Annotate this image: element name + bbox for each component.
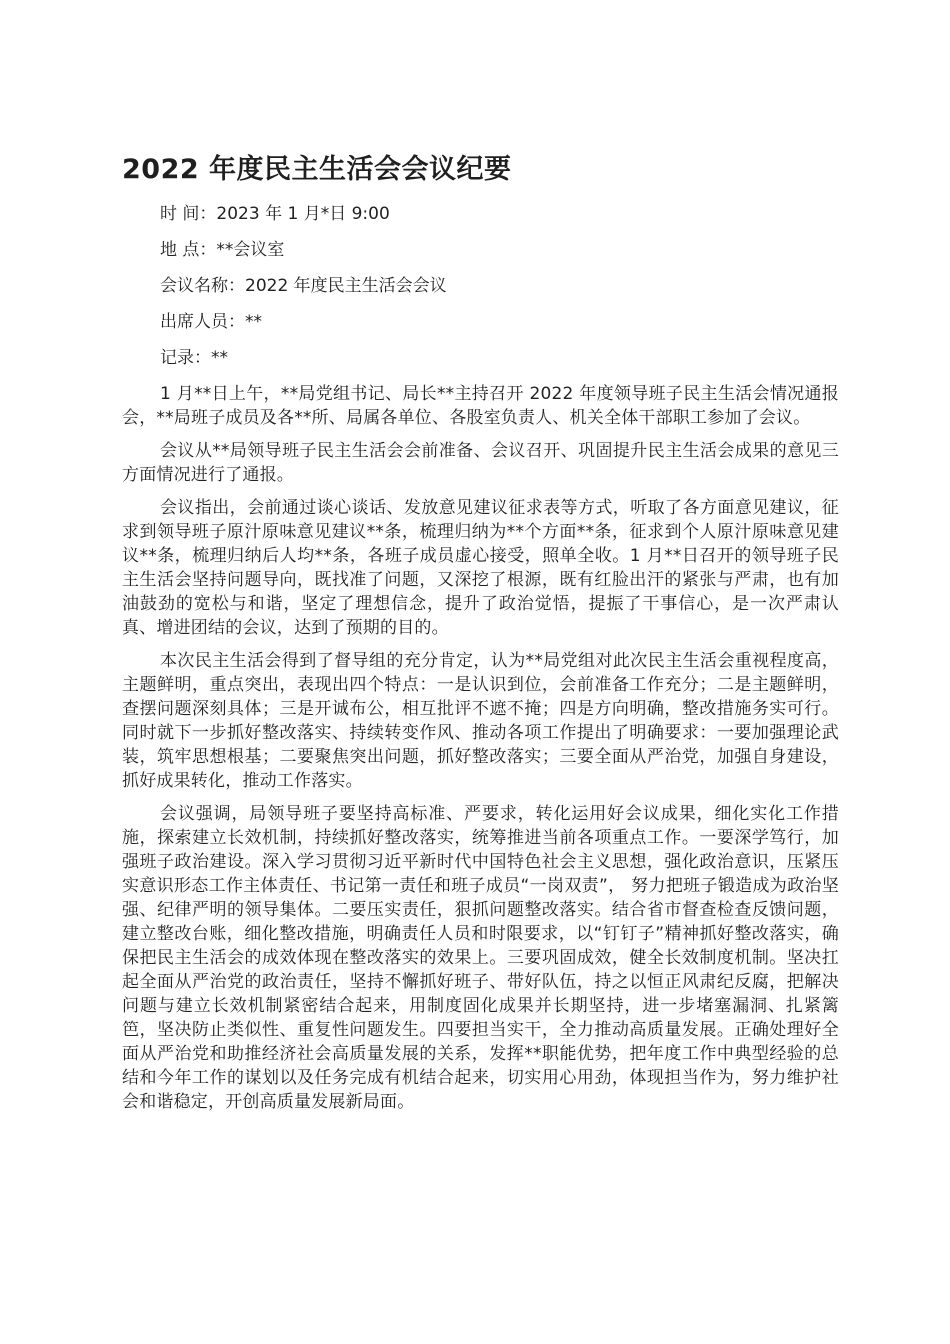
paragraph-report-scope: 会议从**局领导班子民主生活会会前准备、会议召开、巩固提升民主生活会成果的意见三方面情况进行了通报。: [122, 441, 839, 485]
meta-location: 地 点：**会议室: [160, 240, 285, 260]
meta-recorder: 记录：**: [160, 348, 228, 368]
paragraph-evaluation: 本次民主生活会得到了督导组的充分肯定，认为**局党组对此次民主生活会重视程度高，主题鲜明，重点突出，表现出四个特点：一是认识到位，会前准备工作充分；二是主题鲜明，查摆问题深刻具体；三是开诚布公，相互批评不遮不掩；四是方向明确，整改措施务实可行。同时就下一步抓好整改落实、持续转变作风、推动各项工作提出了明确要求：一要加强理论武装，筑牢思想根基；二要聚焦突出问题，抓好整改落实；三要全面从严治党，加强自身建设，抓好成果转化，推动工作落实。: [122, 651, 839, 791]
meta-meeting-name: 会议名称：2022 年度民主生活会会议: [160, 276, 447, 296]
meta-attendees: 出席人员：**: [160, 312, 262, 332]
document-page: [122, 150, 839, 1123]
paragraph-opening: 1 月**日上午，**局党组书记、局长**主持召开 2022 年度领导班子民主生活会情况通报会，**局班子成员及各**所、局属各单位、各股室负责人、机关全体干部职工参加了会议。: [122, 384, 839, 428]
document-title: 2022 年度民主生活会会议纪要: [122, 154, 512, 185]
meta-time: 时 间：2023 年 1 月*日 9:00: [160, 204, 390, 224]
paragraph-requirements: 会议强调，局领导班子要坚持高标准、严要求，转化运用好会议成果，细化实化工作措施，探索建立长效机制，持续抓好整改落实，统筹推进当前各项重点工作。一要深学笃行，加强班子政治建设。深入学习贯彻习近平新时代中国特色社会主义思想，强化政治意识，压紧压实意识形态工作主体责任、书记第一责任和班子成员“一岗双责”， 努力把班子锻造成为政治坚强、纪律严明的领导集体。二要压实责任，狠抓问题整改落实。结合省市督查检查反馈问题，建立整改台账，细化整改措施，明确责任人员和时限要求，以“钉钉子”精神抓好整改落实，确保把民主生活会的成效体现在整改落实的效果上。三要巩固成效，健全长效制度机制。坚决扛起全面从严治党的政治责任，坚持不懈抓好班子、带好队伍，持之以恒正风肃纪反腐，把解决问题与建立长效机制紧密结合起来，用制度固化成果并长期坚持，进一步堵塞漏洞、扎紧篱笆，坚决防止类似性、重复性问题发生。四要担当实干，全力推动高质量发展。正确处理好全面从严治党和助推经济社会高质量发展的关系，发挥**职能优势，把年度工作中典型经验的总结和今年工作的谋划以及任务完成有机结合起来，切实用心用劲，体现担当作为，努力维护社会和谐稳定，开创高质量发展新局面。: [122, 804, 839, 1112]
paragraph-meeting-points: 会议指出，会前通过谈心谈话、发放意见建议征求表等方式，听取了各方面意见建议，征求到领导班子原汁原味意见建议**条，梳理归纳为**个方面**条，征求到个人原汁原味意见建议**条，梳理归纳后人均**条，各班子成员虚心接受，照单全收。1 月**日召开的领导班子民主生活会坚持问题导向，既找准了问题，又深挖了根源，既有红脸出汗的紧张与严肃，也有加油鼓劲的宽松与和谐，坚定了理想信念，提升了政治觉悟，提振了干事信心，是一次严肃认真、增进团结的会议，达到了预期的目的。: [122, 498, 839, 638]
